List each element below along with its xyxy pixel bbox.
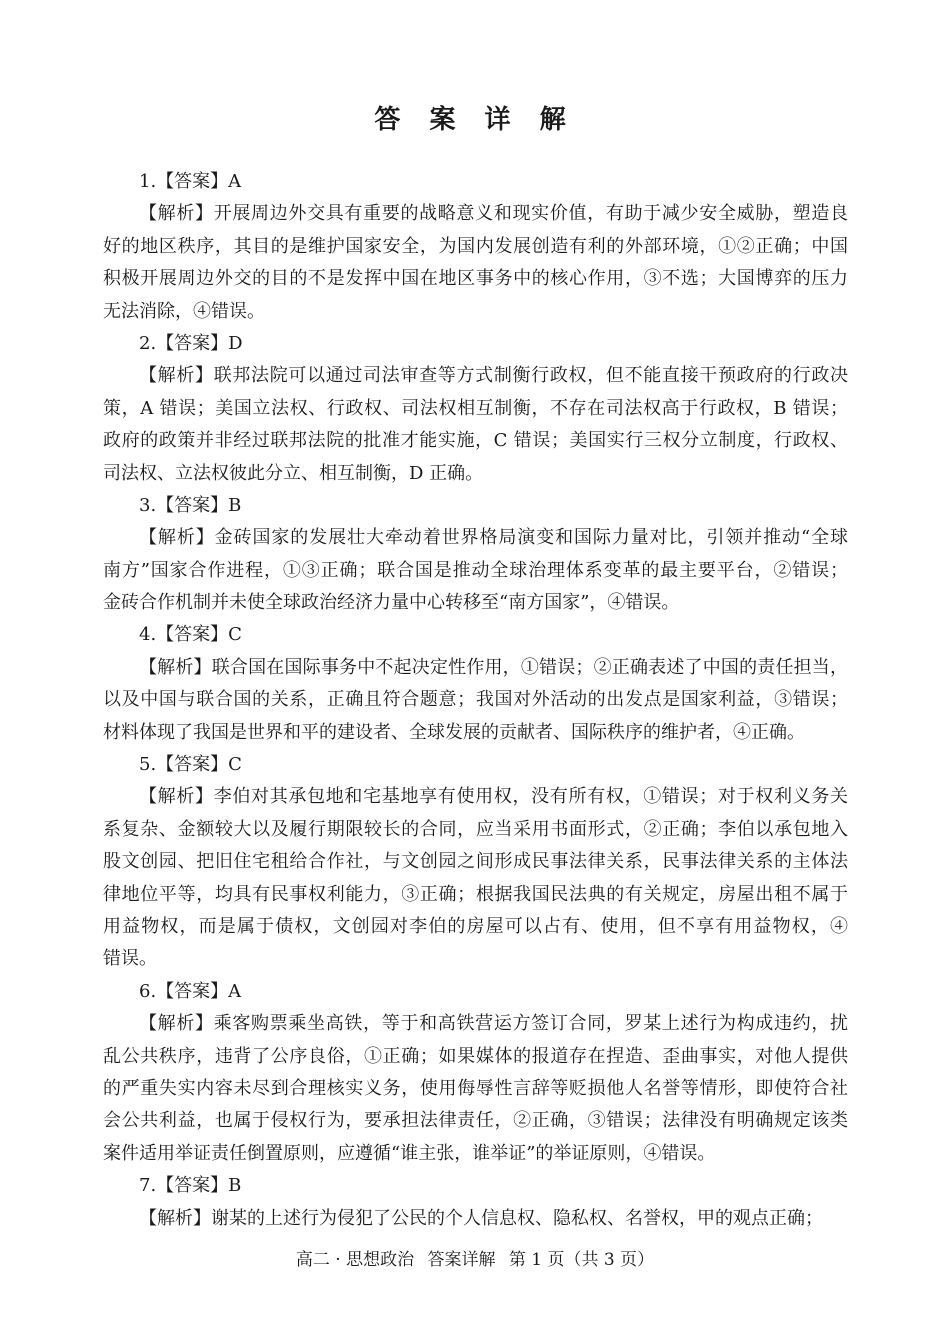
explanation-line: 【解析】联合国在国际事务中不起决定性作用，①错误；②正确表述了中国的责任担当， [139,656,848,678]
answer-key-line: 5.【答案】C [139,754,242,776]
answer-key-line: 7.【答案】B [139,1175,242,1197]
answer-block [103,976,848,1170]
explanation-line: 金砖合作机制并未使全球政治经济力量中心转移至“南方国家”，④错误。 [103,592,680,614]
page-title: 答 案 详 解 [374,105,576,135]
explanation-line: 无法消除，④错误。 [103,300,265,322]
explanation-line: 案件适用举证责任倒置原则，应遵循“谁主张，谁举证”的举证原则，④错误。 [103,1142,716,1164]
answer-block [103,1170,848,1235]
explanation-line: 乱公共秩序，违背了公序良俗，①正确；如果媒体的报道存在捏造、歪曲事实，对他人提供 [103,1045,848,1067]
explanation-line: 好的地区秩序，其目的是维护国家安全，为国内发展创造有利的外部环境，①②正确；中国 [103,235,848,257]
explanation-line: 政府的政策并非经过联邦法院的批准才能实施，C 错误；美国实行三权分立制度，行政权、 [103,430,848,452]
explanation-line: 用益物权，而是属于债权，文创园对李伯的房屋可以占有、使用，但不享有用益物权，④ [103,915,848,937]
answer-block [103,328,848,490]
answer-block [103,490,848,620]
footer-course: 高二 · 思想政治 [295,1250,415,1270]
explanation-line: 律地位平等，均具有民事权利能力，③正确；根据我国民法典的有关规定，房屋出租不属于 [103,883,848,905]
answer-block [103,619,848,749]
answer-key-line: 4.【答案】C [139,624,242,646]
answer-block [103,749,848,976]
explanation-line: 系复杂、金额较大以及履行期限较长的合同，应当采用书面形式，②正确；李伯以承包地入 [103,818,848,840]
explanation-line: 【解析】金砖国家的发展壮大牵动着世界格局演变和国际力量对比，引领并推动“全球 [139,527,848,549]
explanation-line: 以及中国与联合国的关系，正确且符合题意；我国对外活动的出发点是国家利益，③错误； [103,689,848,711]
explanation-line: 【解析】开展周边外交具有重要的战略意义和现实价值，有助于减少安全威胁，塑造良 [139,203,848,225]
explanation-line: 策，A 错误；美国立法权、行政权、司法权相互制衡，不存在司法权高于行政权，B 错误； [103,397,848,419]
explanation-line: 积极开展周边外交的目的不是发挥中国在地区事务中的核心作用，③不选；大国博弈的压力 [103,268,848,290]
page-footer [0,1246,950,1274]
explanation-line: 【解析】联邦法院可以通过司法审查等方式制衡行政权，但不能直接干预政府的行政决 [139,365,848,387]
explanation-line: 的严重失实内容未尽到合理核实义务，使用侮辱性言辞等贬损他人名誉等情形，即使符合社 [103,1077,848,1099]
explanation-line: 南方”国家合作进程，①③正确；联合国是推动全球治理体系变革的最主要平台，②错误； [103,559,848,581]
explanation-line: 司法权、立法权彼此分立、相互制衡，D 正确。 [103,462,484,484]
answer-key-line: 3.【答案】B [139,494,242,516]
answer-block [103,166,848,328]
footer-page-number: 第 1 页（共 3 页） [508,1250,655,1270]
explanation-line: 材料体现了我国是世界和平的建设者、全球发展的贡献者、国际秩序的维护者，④正确。 [103,721,805,743]
explanation-line: 【解析】李伯对其承包地和宅基地享有使用权，没有所有权，①错误；对于权利义务关 [139,786,848,808]
footer-doc-title: 答案详解 [427,1250,496,1270]
explanation-line: 股文创园、把旧住宅租给合作社，与文创园之间形成民事法律关系，民事法律关系的主体法 [103,851,848,873]
answer-key-line: 1.【答案】A [139,171,242,192]
explanation-line: 【解析】乘客购票乘坐高铁，等于和高铁营运方签订合同，罗某上述行为构成违约，扰 [139,1013,848,1035]
answer-key-line: 2.【答案】D [139,332,243,354]
answer-key-line: 6.【答案】A [139,980,242,1002]
explanation-line: 【解析】谢某的上述行为侵犯了公民的个人信息权、隐私权、名誉权，甲的观点正确； [139,1207,823,1229]
explanation-line: 错误。 [103,948,157,970]
explanation-line: 会公共利益，也属于侵权行为，要承担法律责任，②正确，③错误；法律没有明确规定该类 [103,1110,848,1132]
answer-content [103,166,848,1235]
